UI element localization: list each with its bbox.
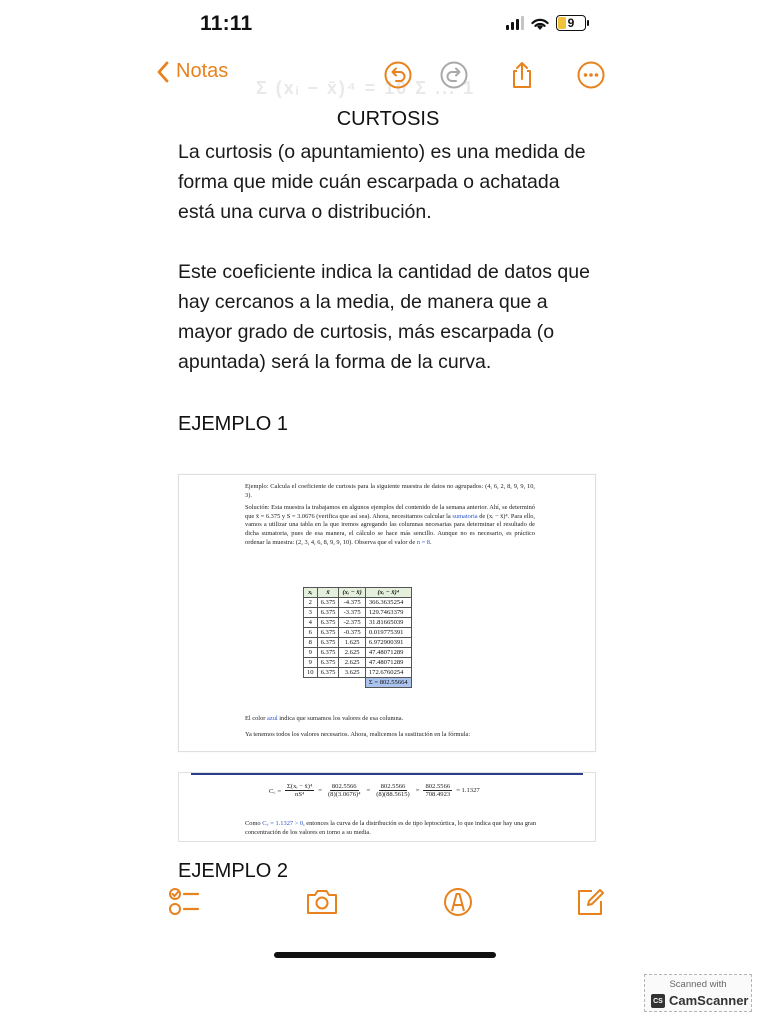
status-icons — [506, 15, 586, 31]
checklist-icon[interactable] — [166, 884, 202, 920]
table-header: x̄ — [317, 588, 339, 598]
table-cell: 3.625 — [339, 668, 365, 678]
note-paragraph: Este coeficiente indica la cantidad de datos que hay cercanos a la media, de manera que a mayor grado de curtosis, más escarpada (o apuntada) será la forma de la curva. — [178, 261, 590, 373]
camscanner-logo-icon: CS — [651, 994, 665, 1008]
table-cell: 47.48071289 — [365, 658, 411, 668]
table-cell: 1.625 — [339, 638, 365, 648]
undo-icon[interactable] — [383, 60, 413, 90]
doc-conclusion-text: Como C꜀ = 1.1327 > 0, entonces la curva de la distribución es de tipo leptocúrtica, lo que indica que hay una gran concentración de los valores en torno a su media. — [245, 820, 537, 836]
table-cell: 6.375 — [317, 628, 339, 638]
wifi-icon — [530, 16, 550, 31]
table-cell: 9 — [304, 648, 318, 658]
table-header: xᵢ — [304, 588, 318, 598]
table-cell: 47.48071289 — [365, 648, 411, 658]
nav-faded-header: Σ (xᵢ − x̄)⁴ = 10 Σ ... 1 — [256, 78, 476, 98]
table-cell: 6.375 — [317, 658, 339, 668]
home-indicator — [274, 952, 496, 958]
note-body[interactable] — [178, 108, 598, 436]
nav-bar — [152, 56, 616, 96]
table-cell: -3.375 — [339, 608, 365, 618]
doc-divider — [191, 773, 583, 775]
table-cell: 3 — [304, 608, 318, 618]
table-header: (xᵢ − x̄)⁴ — [365, 588, 411, 598]
doc-problem-statement: Ejemplo: Calcula el coeficiente de curtosis para la siguiente muestra de datos no agrupados: (4, 6, 2, 8, 9, 9, 10, 3). — [245, 483, 535, 499]
table-cell: 129.7463379 — [365, 608, 411, 618]
camera-icon[interactable] — [304, 884, 340, 920]
example-heading: EJEMPLO 1 — [178, 413, 289, 435]
table-row — [304, 638, 412, 648]
table-cell: 366.3635254 — [365, 598, 411, 608]
formula-document-image[interactable] — [178, 772, 596, 842]
table-cell: 6.375 — [317, 638, 339, 648]
example-heading: EJEMPLO 2 — [178, 860, 289, 882]
note-title: CURTOSIS — [336, 108, 440, 130]
back-button[interactable] — [156, 60, 228, 83]
back-label: Notas — [176, 60, 229, 82]
table-row — [304, 648, 412, 658]
table-cell: 172.6760254 — [365, 668, 411, 678]
table-cell: 8 — [304, 638, 318, 648]
table-cell: 6.375 — [317, 598, 339, 608]
table-cell: -4.375 — [339, 598, 365, 608]
markup-pen-icon[interactable] — [440, 884, 476, 920]
kurtosis-table — [303, 587, 412, 688]
doc-color-note: El color azul indica que sumamos los valores de esa columna. — [245, 715, 404, 722]
table-cell: 9 — [304, 658, 318, 668]
status-bar — [152, 0, 616, 52]
battery-icon — [556, 15, 586, 31]
redo-icon[interactable] — [439, 60, 469, 90]
doc-text — [245, 483, 535, 551]
table-cell: 0.019775391 — [365, 628, 411, 638]
table-row — [304, 658, 412, 668]
battery-level: 9 — [567, 16, 575, 30]
table-cell: 6.375 — [317, 668, 339, 678]
more-options-icon[interactable] — [576, 60, 606, 90]
table-sum-row — [304, 678, 412, 688]
table-cell: 6.375 — [317, 608, 339, 618]
table-row — [304, 618, 412, 628]
doc-solution-text: Solución: Esta muestra la trabajamos en algunos ejemplos del contenido de la semana anterior. Ahí, se determinó que x̄ = 6.375 y S = 3.0676 (verifica que así sea). Ahora, necesitamos calcular la sumatoria de (xᵢ − x̄)⁴. Para ello, vamos a utilizar una tabla en la que iremos agregando las columnas necesarias para determinar el resultado de dicha sumatoria, pues de esa manera, el cálculo se hace más sencillo. Aunque no es necesario, es práctico ordenar la muestra: (2, 3, 4, 6, 8, 9, 9, 10). Observa que el valor de n = 8. — [245, 504, 536, 546]
example-document-image[interactable] — [178, 474, 596, 752]
table-row — [304, 598, 412, 608]
table-sum-cell: Σ = 802.55664 — [365, 678, 411, 688]
table-cell: 2.625 — [339, 658, 365, 668]
watermark-brand: CamScanner — [669, 993, 749, 1008]
table-cell: 2 — [304, 598, 318, 608]
kurtosis-formula: C꜀ = $\frac{\text{Σ(xᵢ − x̄)⁴}}{\text{nS⁴}}$ = $\frac{802.5566}{\text{(8)(3.0676)⁴}}$ = $\frac{802.5566}{(8)(88.5615)}$ = $\frac{802.5566}{708.4923}$ = 1.1327 — [269, 783, 480, 798]
table-row — [304, 608, 412, 618]
table-header: (xᵢ − x̄) — [339, 588, 365, 598]
notes-app-screen — [152, 0, 616, 1024]
cellular-signal-icon — [506, 16, 524, 30]
table-row — [304, 668, 412, 678]
status-time: 11:11 — [200, 12, 253, 35]
camscanner-watermark — [644, 974, 752, 1012]
chevron-left-icon — [156, 61, 170, 83]
watermark-caption: Scanned with — [669, 979, 727, 990]
doc-substitution-note: Ya tenemos todos los valores necesarios. Ahora, realicemos la sustitución en la fórmula: — [245, 731, 471, 738]
table-cell: 6.972900391 — [365, 638, 411, 648]
table-cell: 31.81665039 — [365, 618, 411, 628]
table-cell: 6 — [304, 628, 318, 638]
compose-icon[interactable] — [572, 884, 608, 920]
table-cell: 4 — [304, 618, 318, 628]
table-cell: 6.375 — [317, 618, 339, 628]
note-paragraph: La curtosis (o apuntamiento) es una medida de forma que mide cuán escarpada o achatada está una curva o distribución. — [178, 141, 586, 223]
table-cell: 2.625 — [339, 648, 365, 658]
table-cell: -0.375 — [339, 628, 365, 638]
table-cell: 6.375 — [317, 648, 339, 658]
table-cell: -2.375 — [339, 618, 365, 628]
table-body — [304, 598, 412, 688]
share-icon[interactable] — [507, 60, 537, 90]
table-cell: 10 — [304, 668, 318, 678]
table-row — [304, 628, 412, 638]
